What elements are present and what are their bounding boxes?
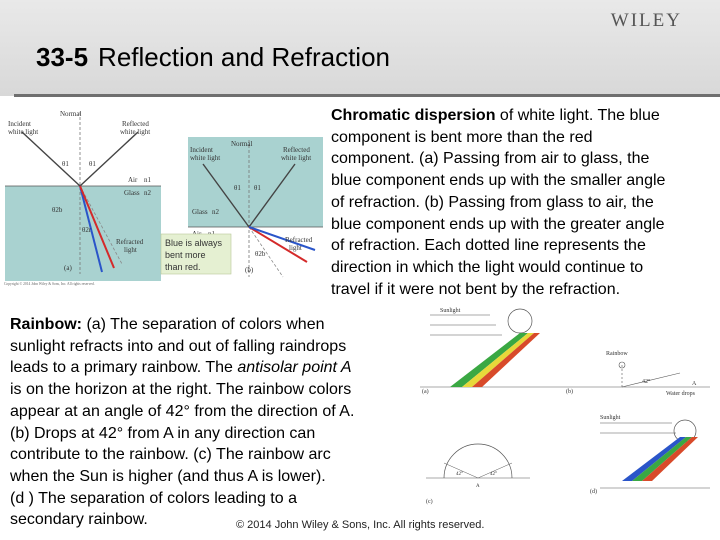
label-n1-a: n1 [144,176,151,184]
antisolar-term: antisolar point A [237,359,352,377]
label-sunlight-a: Sunlight [440,308,461,314]
rainbow-figure [410,303,716,517]
rainbow-line-2: sunlight refracts into and out of falling raindrops [10,337,347,355]
panel-label-rd: (d) [590,489,597,495]
label-reflected-a-2: white light [120,128,151,136]
rainbow-line-3-text: leads to a primary rainbow. The [10,359,238,377]
label-antisolar-a: A [692,381,697,387]
rainbow-line-7: contribute to the rainbow. (c) The rainbow arc [10,446,331,464]
rainbow-line-10: secondary rainbow. [10,511,148,529]
label-theta2b-b: θ2b [255,250,266,258]
rainbow-line-3 [10,357,354,379]
panel-label-a: (a) [64,264,72,272]
label-air-a: Air [128,176,138,184]
dispersion-line-1 [331,105,665,127]
publisher-logo: WILEY [610,10,682,31]
label-reflected-b-2: white light [281,154,312,162]
label-antisolar-c: A [476,484,480,489]
figure-a-credit: Copyright © 2014 John Wiley & Sons, Inc. All rights reserved. [4,282,95,286]
callout-line-1: Blue is always [165,238,223,248]
label-normal-a: Normal [60,110,82,118]
label-reflected-a-1: Reflected [122,120,149,128]
label-n2-b: n2 [212,208,219,216]
rainbow-term: Rainbow: [10,316,82,333]
dispersion-line-4: blue component ends up with the smaller angle [331,172,666,190]
panel-label-ra: (a) [422,389,429,395]
label-water-drops: Water drops [666,391,696,397]
panel-label-rc: (c) [426,499,433,505]
label-incident-a-2: white light [8,128,39,136]
label-theta2r-a: θ2r [82,226,92,234]
panel-label-b: (b) [245,266,254,274]
label-angle-c2: 42° [490,472,497,477]
dispersion-line-7: of refraction. Each dotted line represents the [331,237,646,255]
label-incident-a-1: Incident [8,120,31,128]
label-sunlight-d: Sunlight [600,415,621,421]
label-angle-a: 42° [642,379,651,385]
label-incident-b-2: white light [190,154,221,162]
rainbow-line-8: when the Sun is higher (and thus A is lower). [10,467,326,485]
dispersion-line-1-text: of white light. The blue [495,107,660,124]
rainbow-line-9: (d ) The separation of colors leading to a [10,489,297,507]
label-theta1-b: θ1 [234,184,241,192]
label-glass-a: Glass [124,189,140,197]
dispersion-line-5: of refraction. (b) Passing from glass to air, the [331,193,654,211]
section-title: Reflection and Refraction [98,42,390,72]
rainbow-caption [10,314,354,531]
label-normal-b: Normal [231,140,253,148]
label-incident-b-1: Incident [190,146,213,154]
label-refracted-b-2: light [289,244,302,252]
label-n2-a: n2 [144,189,151,197]
dispersion-line-6: blue component ends up with the greater angle [331,215,665,233]
rainbow-arc-c [444,444,512,478]
dispersion-line-3: component. (a) Passing from air to glass, the [331,150,650,168]
blue-bent-callout [160,233,232,275]
label-glass-b: Glass [192,208,208,216]
label-refracted-a-1: Refracted [116,238,144,246]
label-reflected-b-1: Reflected [283,146,310,154]
section-number: 33-5 [36,42,89,72]
label-theta1p-a: θ1 [89,160,96,168]
label-refracted-a-2: light [124,246,137,254]
dispersion-line-8: direction in which the light would continue to [331,258,644,276]
rainbow-line-5: appear at an angle of 42° from the direction of A. [10,402,355,420]
rainbow-line-1 [10,314,354,336]
dispersion-line-2: component is bent more than the red [331,128,593,146]
title-rule [14,94,720,97]
rainbow-line-1-text: (a) The separation of colors when [82,316,325,333]
dispersion-line-9: travel if it were not bent by the refraction. [331,280,621,298]
callout-line-3: than red. [165,262,201,272]
label-angle-c1: 42° [456,472,463,477]
dispersion-term: Chromatic dispersion [331,107,496,124]
slide-title [36,42,390,73]
callout-line-2: bent more [165,250,206,260]
label-theta2b-a: θ2b [52,206,63,214]
label-theta1-a: θ1 [62,160,69,168]
label-theta1p-b: θ1 [254,184,261,192]
label-rainbow: Rainbow [606,351,628,357]
raindrop-a [508,309,532,333]
copyright-footer: © 2014 John Wiley & Sons, Inc. All rights reserved. [236,519,485,531]
dispersion-caption [331,105,665,300]
rainbow-line-4: is on the horizon at the right. The rainbow colors [10,381,352,399]
rainbow-line-6: (b) Drops at 42° from A in any direction can [10,424,316,442]
label-refracted-b-1: Refracted [285,236,313,244]
panel-label-rb: (b) [566,389,573,395]
dispersion-figure-a [2,104,164,290]
